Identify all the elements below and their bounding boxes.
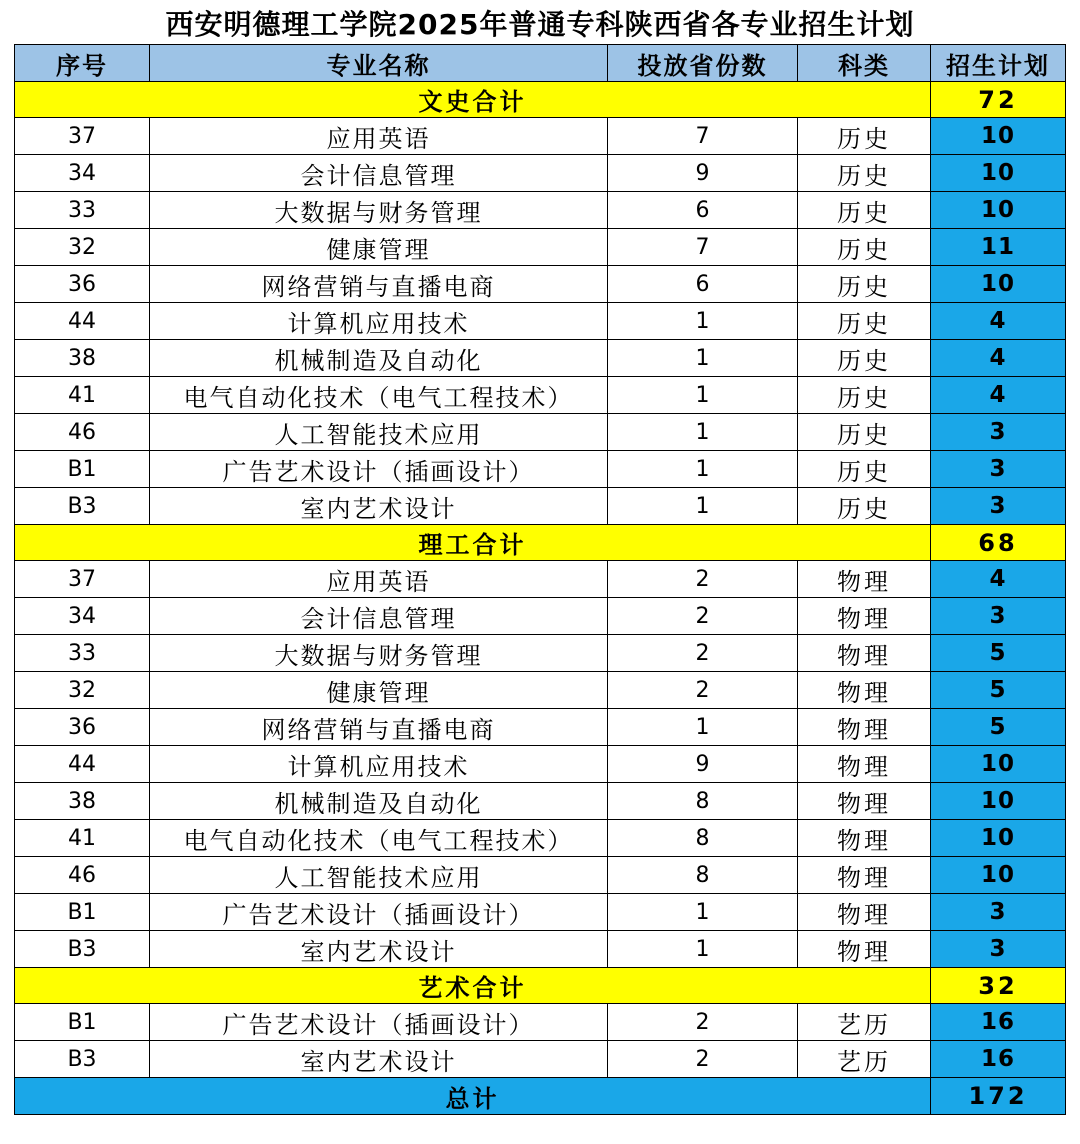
subtotal-row <box>15 82 1066 118</box>
table-row <box>15 746 1066 783</box>
seq-cell: 37 <box>15 561 150 598</box>
seq-cell: B1 <box>15 894 150 931</box>
provinces-cell: 1 <box>608 931 798 968</box>
provinces-cell: 1 <box>608 414 798 451</box>
plan-cell: 10 <box>931 266 1066 303</box>
category-cell: 物理 <box>798 894 931 931</box>
plan-cell: 11 <box>931 229 1066 266</box>
table-row <box>15 451 1066 488</box>
category-cell: 物理 <box>798 709 931 746</box>
major-cell: 大数据与财务管理 <box>150 192 608 229</box>
enrollment-plan-table <box>14 44 1066 1115</box>
provinces-cell: 8 <box>608 820 798 857</box>
major-cell: 机械制造及自动化 <box>150 340 608 377</box>
provinces-cell: 7 <box>608 229 798 266</box>
category-cell: 历史 <box>798 192 931 229</box>
plan-cell: 4 <box>931 377 1066 414</box>
table-row <box>15 598 1066 635</box>
table-row <box>15 894 1066 931</box>
provinces-cell: 1 <box>608 340 798 377</box>
table-row <box>15 1004 1066 1041</box>
header-seq: 序号 <box>15 45 150 82</box>
table-body <box>15 45 1066 1115</box>
provinces-cell: 9 <box>608 155 798 192</box>
seq-cell: B3 <box>15 488 150 525</box>
provinces-cell: 6 <box>608 266 798 303</box>
plan-cell: 3 <box>931 414 1066 451</box>
major-cell: 健康管理 <box>150 229 608 266</box>
subtotal-row <box>15 525 1066 561</box>
category-cell: 艺历 <box>798 1041 931 1078</box>
subtotal-label: 理工合计 <box>15 525 931 561</box>
plan-cell: 5 <box>931 672 1066 709</box>
category-cell: 物理 <box>798 635 931 672</box>
seq-cell: 34 <box>15 155 150 192</box>
table-row <box>15 266 1066 303</box>
table-row <box>15 635 1066 672</box>
major-cell: 应用英语 <box>150 118 608 155</box>
seq-cell: 41 <box>15 377 150 414</box>
table-row <box>15 118 1066 155</box>
plan-cell: 3 <box>931 931 1066 968</box>
category-cell: 物理 <box>798 746 931 783</box>
plan-cell: 10 <box>931 155 1066 192</box>
major-cell: 电气自动化技术（电气工程技术） <box>150 820 608 857</box>
provinces-cell: 2 <box>608 635 798 672</box>
header-plan: 招生计划 <box>931 45 1066 82</box>
plan-cell: 3 <box>931 894 1066 931</box>
seq-cell: B1 <box>15 1004 150 1041</box>
table-row <box>15 414 1066 451</box>
category-cell: 历史 <box>798 155 931 192</box>
table-row <box>15 340 1066 377</box>
grand-total-value: 172 <box>931 1078 1066 1115</box>
subtotal-value: 68 <box>931 525 1066 561</box>
table-row <box>15 229 1066 266</box>
table-row <box>15 709 1066 746</box>
category-cell: 历史 <box>798 229 931 266</box>
provinces-cell: 1 <box>608 451 798 488</box>
provinces-cell: 2 <box>608 1004 798 1041</box>
subtotal-value: 32 <box>931 968 1066 1004</box>
major-cell: 大数据与财务管理 <box>150 635 608 672</box>
plan-cell: 10 <box>931 820 1066 857</box>
category-cell: 历史 <box>798 414 931 451</box>
table-row <box>15 672 1066 709</box>
plan-cell: 16 <box>931 1041 1066 1078</box>
provinces-cell: 1 <box>608 377 798 414</box>
seq-cell: 36 <box>15 266 150 303</box>
provinces-cell: 8 <box>608 783 798 820</box>
major-cell: 人工智能技术应用 <box>150 857 608 894</box>
table-row <box>15 931 1066 968</box>
provinces-cell: 9 <box>608 746 798 783</box>
provinces-cell: 8 <box>608 857 798 894</box>
category-cell: 物理 <box>798 598 931 635</box>
major-cell: 广告艺术设计（插画设计） <box>150 1004 608 1041</box>
category-cell: 历史 <box>798 340 931 377</box>
major-cell: 会计信息管理 <box>150 155 608 192</box>
seq-cell: 33 <box>15 635 150 672</box>
seq-cell: B1 <box>15 451 150 488</box>
plan-cell: 5 <box>931 709 1066 746</box>
category-cell: 历史 <box>798 451 931 488</box>
provinces-cell: 6 <box>608 192 798 229</box>
seq-cell: 34 <box>15 598 150 635</box>
table-row <box>15 488 1066 525</box>
plan-cell: 3 <box>931 488 1066 525</box>
table-header-row <box>15 45 1066 82</box>
table-row <box>15 561 1066 598</box>
subtotal-label: 艺术合计 <box>15 968 931 1004</box>
plan-cell: 5 <box>931 635 1066 672</box>
seq-cell: 41 <box>15 820 150 857</box>
page-title: 西安明德理工学院2025年普通专科陕西省各专业招生计划 <box>165 8 915 41</box>
grand-total-row <box>15 1078 1066 1115</box>
major-cell: 网络营销与直播电商 <box>150 266 608 303</box>
seq-cell: 46 <box>15 414 150 451</box>
seq-cell: 46 <box>15 857 150 894</box>
plan-cell: 4 <box>931 303 1066 340</box>
category-cell: 历史 <box>798 488 931 525</box>
category-cell: 历史 <box>798 377 931 414</box>
provinces-cell: 1 <box>608 894 798 931</box>
table-row <box>15 783 1066 820</box>
major-cell: 会计信息管理 <box>150 598 608 635</box>
category-cell: 艺历 <box>798 1004 931 1041</box>
table-row <box>15 303 1066 340</box>
provinces-cell: 2 <box>608 561 798 598</box>
category-cell: 物理 <box>798 820 931 857</box>
major-cell: 室内艺术设计 <box>150 931 608 968</box>
subtotal-row <box>15 968 1066 1004</box>
table-row <box>15 857 1066 894</box>
plan-cell: 10 <box>931 783 1066 820</box>
table-row <box>15 820 1066 857</box>
plan-cell: 4 <box>931 340 1066 377</box>
subtotal-value: 72 <box>931 82 1066 118</box>
plan-cell: 10 <box>931 746 1066 783</box>
table-row <box>15 1041 1066 1078</box>
major-cell: 健康管理 <box>150 672 608 709</box>
table-row <box>15 377 1066 414</box>
seq-cell: 33 <box>15 192 150 229</box>
category-cell: 历史 <box>798 266 931 303</box>
table-row <box>15 155 1066 192</box>
seq-cell: 37 <box>15 118 150 155</box>
major-cell: 电气自动化技术（电气工程技术） <box>150 377 608 414</box>
major-cell: 室内艺术设计 <box>150 488 608 525</box>
grand-total-label: 总计 <box>15 1078 931 1115</box>
category-cell: 历史 <box>798 303 931 340</box>
major-cell: 计算机应用技术 <box>150 746 608 783</box>
provinces-cell: 7 <box>608 118 798 155</box>
provinces-cell: 1 <box>608 709 798 746</box>
major-cell: 人工智能技术应用 <box>150 414 608 451</box>
header-provinces: 投放省份数 <box>608 45 798 82</box>
seq-cell: 36 <box>15 709 150 746</box>
seq-cell: 44 <box>15 303 150 340</box>
header-category: 科类 <box>798 45 931 82</box>
seq-cell: 38 <box>15 783 150 820</box>
major-cell: 室内艺术设计 <box>150 1041 608 1078</box>
seq-cell: 32 <box>15 672 150 709</box>
table-row <box>15 192 1066 229</box>
provinces-cell: 2 <box>608 672 798 709</box>
subtotal-label: 文史合计 <box>15 82 931 118</box>
plan-cell: 10 <box>931 192 1066 229</box>
category-cell: 物理 <box>798 561 931 598</box>
seq-cell: B3 <box>15 1041 150 1078</box>
major-cell: 计算机应用技术 <box>150 303 608 340</box>
seq-cell: 38 <box>15 340 150 377</box>
category-cell: 物理 <box>798 931 931 968</box>
plan-cell: 10 <box>931 118 1066 155</box>
plan-cell: 4 <box>931 561 1066 598</box>
plan-cell: 3 <box>931 598 1066 635</box>
category-cell: 物理 <box>798 783 931 820</box>
plan-cell: 10 <box>931 857 1066 894</box>
plan-cell: 3 <box>931 451 1066 488</box>
category-cell: 历史 <box>798 118 931 155</box>
major-cell: 网络营销与直播电商 <box>150 709 608 746</box>
provinces-cell: 1 <box>608 303 798 340</box>
major-cell: 机械制造及自动化 <box>150 783 608 820</box>
major-cell: 广告艺术设计（插画设计） <box>150 451 608 488</box>
plan-cell: 16 <box>931 1004 1066 1041</box>
provinces-cell: 1 <box>608 488 798 525</box>
provinces-cell: 2 <box>608 1041 798 1078</box>
category-cell: 物理 <box>798 672 931 709</box>
category-cell: 物理 <box>798 857 931 894</box>
major-cell: 应用英语 <box>150 561 608 598</box>
seq-cell: B3 <box>15 931 150 968</box>
header-major: 专业名称 <box>150 45 608 82</box>
major-cell: 广告艺术设计（插画设计） <box>150 894 608 931</box>
seq-cell: 32 <box>15 229 150 266</box>
seq-cell: 44 <box>15 746 150 783</box>
provinces-cell: 2 <box>608 598 798 635</box>
